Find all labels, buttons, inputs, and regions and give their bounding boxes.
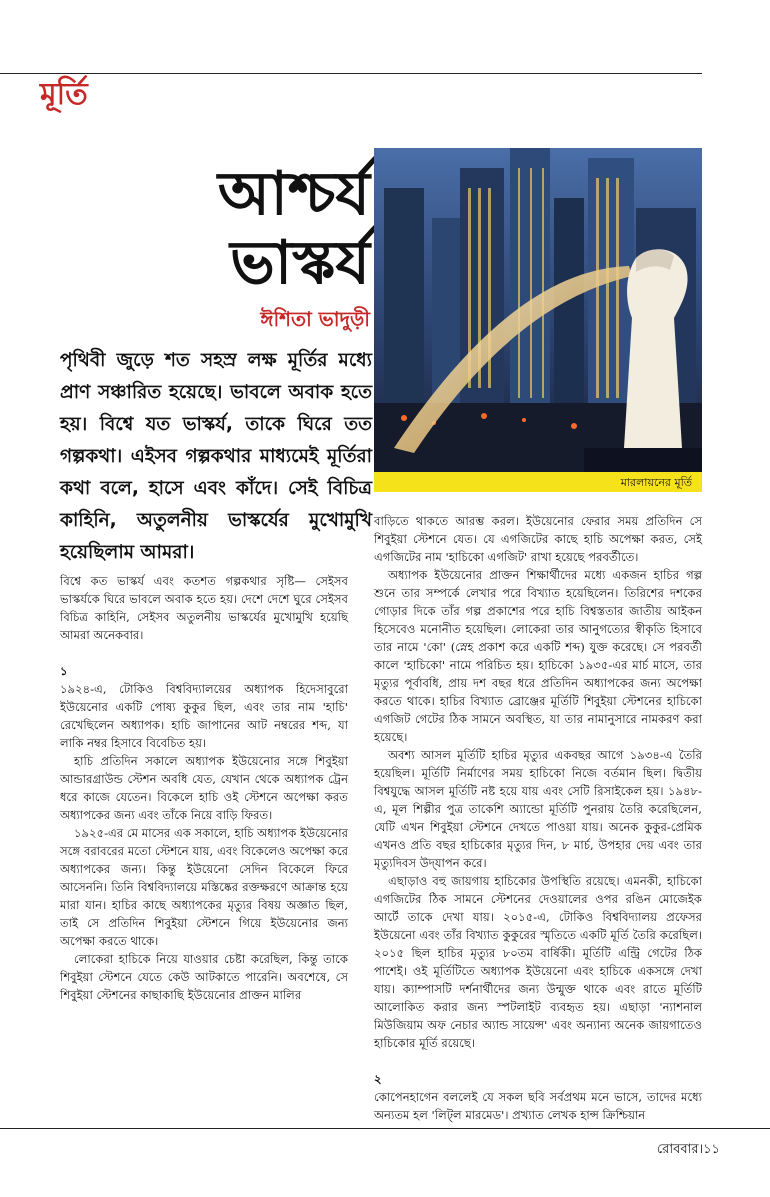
paragraph: বিশ্বে কত ভাস্কর্য এবং কতশত গল্পকথার সৃষ্টি— সেইসব ভাস্কর্যকে ঘিরে ভাবলে অবাক হতে হয়। দেশে দেশে ঘুরে সেইসব বিচিত্র কাহিনি, সেইসব অতুলনীয় ভাস্কর্যের মুখোমুখি হয়েছি আমরা অনেকবার।: [60, 574, 348, 642]
section-number: ১: [60, 664, 68, 678]
photo-caption-bar: [374, 472, 702, 492]
top-rule: [0, 73, 702, 74]
author-name: ঈশিতা ভাদুড়ী: [260, 307, 370, 331]
paragraph: ১৯২৪-এ, টোকিও বিশ্ববিদ্যালয়ের অধ্যাপক হিদেসাবুরো ইউয়েনোর একটি পোষ্য কুকুর ছিল, এবং তার নাম 'হাচি' রেখেছিলেন অধ্যাপক। হাচি জাপানের আট নম্বরের শব্দ, যা লাকি নম্বর হিসাবে বিবেচিত হয়।: [60, 682, 348, 750]
section-label: মূর্তি: [40, 77, 88, 112]
paragraph: কোপেনহাগেন বললেই যে সকল ছবি সর্বপ্রথম মনে ভাসে, তাদের মধ্যে অন্যতম হল 'লিট্‌ল মারমেড'। প্রখ্যাত লেখক হান্স ক্রিশ্চিয়ান: [374, 1090, 702, 1122]
paragraph: লোকেরা হাচিকে নিয়ে যাওয়ার চেষ্টা করেছিল, কিন্তু তাকে শিবুইয়া স্টেশনে যেতে কেউ আটকাতে পারেনি। অবশেষে, সে শিবুইয়া স্টেশনের কাছাকাছি ইউয়েনোর প্রাক্তন মালির: [60, 952, 348, 1002]
page-footer: রোববার।১১: [656, 1142, 720, 1157]
title-line-2: ভাস্কর্য: [230, 228, 370, 298]
section-number: ২: [374, 1072, 382, 1086]
merlion-illustration: [374, 148, 702, 472]
article-title: [160, 160, 370, 298]
merlion-photo: [374, 148, 702, 472]
paragraph: অবশ্য আসল মূর্তিটি হাচির মৃত্যুর একবছর আগে ১৯৩৪-এ তৈরি হয়েছিল। মূর্তিটি নির্মাণের সময় হাচিকো নিজে বর্তমান ছিল। দ্বিতীয় বিশ্বযুদ্ধে আসল মূর্তিটি নষ্ট হয়ে যায় এবং সেটি রিসাইকেল হয়। ১৯৪৮-এ, মূল শিল্পীর পুত্র তাকেশি অ্যান্ডো মূর্তিটি পুনরায় তৈরি করেছিলেন, যেটি এখন শিবুইয়া স্টেশনে দেখতে পাওয়া যায়। অনেক কুকুর-প্রেমিক এখনও প্রতি বছর হাচিকোর মৃত্যুর দিন, ৮ মার্চ, উপহার দেয় এবং তার মৃত্যুদিবস উদ্‌যাপন করে।: [374, 748, 702, 870]
title-line-1: আশ্চর্য: [217, 159, 370, 229]
intro-paragraph: পৃথিবী জুড়ে শত সহস্র লক্ষ মূর্তির মধ্যে প্রাণ সঞ্চারিত হয়েছে। ভাবলে অবাক হতে হয়। বিশ্বে যত ভাস্কর্য, তাকে ঘিরে তত গল্পকথা। এইসব গল্পকথার মাধ্যমেই মূর্তিরা কথা বলে, হাসে এবং কাঁদে। সেই বিচিত্র কাহিনি, অতুলনীয় ভাস্কর্যের মুখোমুখি হয়েছিলাম আমরা।: [60, 350, 372, 563]
paragraph: এছাড়াও বহু জায়গায় হাচিকোর উপস্থিতি রয়েছে। এমনকী, হাচিকো এগজিটের ঠিক সামনে স্টেশনের দেওয়ালের ওপর রঙিন মোজেইক আর্টে তাকে দেখা যায়। ২০১৫-এ, টোকিও বিশ্ববিদ্যালয় প্রফেসর ইউয়েনো এবং তাঁর বিখ্যাত কুকুরের স্মৃতিতে একটি মূর্তি তৈরি করেছিল। ২০১৫ ছিল হাচির মৃত্যুর ৮০তম বার্ষিকী। মূর্তিটি এন্ট্রি গেটের ঠিক পাশেই। ওই মূর্তিটিতে অধ্যাপক ইউয়েনো এবং হাচিকে একসঙ্গে দেখা যায়। ক্যাম্পাসটি দর্শনার্থীদের জন্য উন্মুক্ত থাকে এবং রাতে মূর্তিটি আলোকিত করার জন্য স্পটলাইট ব্যবহৃত হয়। এছাড়া 'ন্যাশনাল মিউজিয়াম অফ নেচার অ্যান্ড সায়েন্স' এবং অন্যান্য অনেক জায়গাতেও হাচিকোর মূর্তি রয়েছে।: [374, 874, 702, 1050]
paragraph: বাড়িতে থাকতে আরম্ভ করল। ইউয়েনোর ফেরার সময় প্রতিদিন সে শিবুইয়া স্টেশনে যেত। যে এগজিটের কাছে হাচি অপেক্ষা করত, সেই এগজিটের নাম 'হাচিকো এগজিট' রাখা হয়েছে পরবর্তীতে।: [374, 514, 702, 564]
paragraph: অধ্যাপক ইউয়েনোর প্রাক্তন শিক্ষার্থীদের মধ্যে একজন হাচির গল্প শুনে তার সম্পর্কে লেখার পরে বিখ্যাত হয়েছিলেন। তিরিশের দশকের গোড়ার দিকে তাঁর গল্প প্রকাশের পরে হাচি বিশ্বস্ততার জাতীয় আইকন হিসেবেও মনোনীত হয়েছিল। লোকেরা তার আনুগত্যের স্বীকৃতি হিসাবে তার নামে 'কো' (স্নেহ প্রকাশ করে একটি শব্দ) যুক্ত করেছে। সে পরবর্তী কালে 'হাচিকো' নামে পরিচিত হয়। হাচিকো ১৯৩৫-এর মার্চ মাসে, তার মৃত্যুর পূর্বাবধি, প্রায় দশ বছর ধরে প্রতিদিন অধ্যাপকের জন্য অপেক্ষা করতে থাকে। হাচির বিখ্যাত ব্রোঞ্জের মূর্তিটি শিবুইয়া স্টেশনের হাচিকো এগজিট গেটের ঠিক সামনে অবস্থিত, যা তার নামানুসারে নামকরণ করা হয়েছে।: [374, 568, 702, 744]
article-column-right: [374, 512, 702, 1124]
article-column-left: [60, 572, 348, 1004]
bottom-rule: [0, 1128, 770, 1129]
paragraph: হাচি প্রতিদিন সকালে অধ্যাপক ইউয়েনোর সঙ্গে শিবুইয়া আন্ডারগ্রাউন্ড স্টেশন অবধি যেত, যেখান থেকে অধ্যাপক ট্রেন ধরে কাজে যেতেন। বিকেলে হাচি ওই স্টেশনে অপেক্ষা করত অধ্যাপকের জন্য এবং তাঁকে নিয়ে বাড়ি ফিরত।: [60, 754, 348, 822]
photo-caption: মারলায়নের মূর্তি: [620, 476, 692, 489]
paragraph: ১৯২৫-এর মে মাসের এক সকালে, হাচি অধ্যাপক ইউয়েনোর সঙ্গে বরাবরের মতো স্টেশনে যায়, এবং বিকেলেও অপেক্ষা করে অধ্যাপকের জন্য। কিন্তু ইউয়েনো সেদিন বিকেলে ফিরে আসেননি। তিনি বিশ্ববিদ্যালয়ে মস্তিষ্কের রক্তক্ষরণে আক্রান্ত হয়ে মারা যান। হাচির কাছে অধ্যাপকের মৃত্যুর বিষয় অজ্ঞাত ছিল, তাই সে প্রতিদিন শিবুইয়া স্টেশনে গিয়ে ইউয়েনোর জন্য অপেক্ষা করতে থাকে।: [60, 826, 348, 948]
